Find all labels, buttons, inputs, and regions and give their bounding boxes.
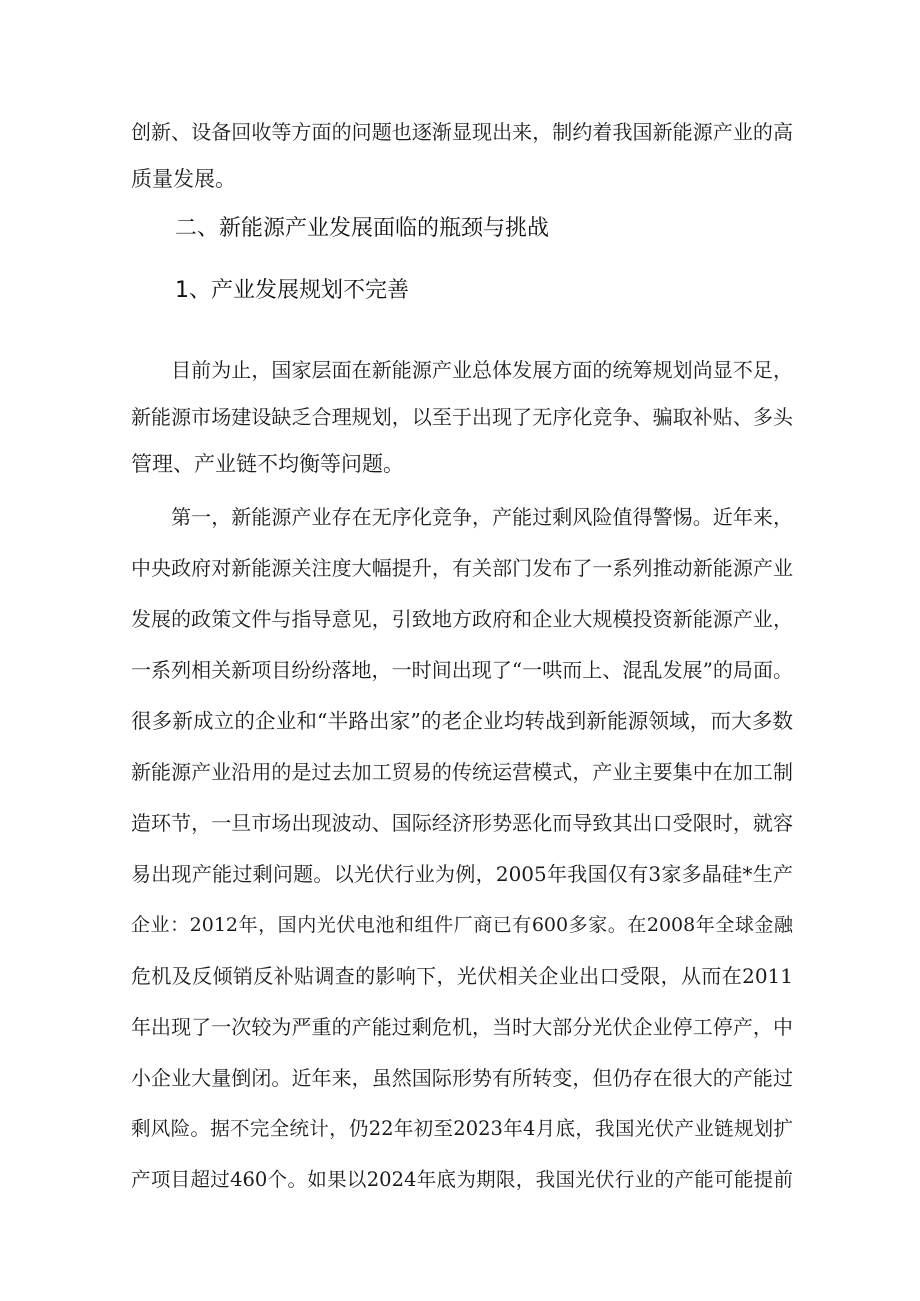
text-line: 易出现产能过剩问题。以光伏行业为例，2005年我国仅有3家多晶硅*生产: [131, 862, 793, 886]
text-line: 危机及反倾销反补贴调查的影响下，光伏相关企业出口受限，从而在2011: [131, 964, 793, 988]
text-line: 发展的政策文件与指导意见，引致地方政府和企业大规模投资新能源产业，: [131, 607, 793, 631]
text-line: 新能源市场建设缺乏合理规划，以至于出现了无序化竞争、骗取补贴、多头: [131, 405, 793, 429]
text-line: 目前为止，国家层面在新能源产业总体发展方面的统筹规划尚显不足，: [131, 358, 793, 382]
text-line: 企业：2012年，国内光伏电池和组件厂商已有600多家。在2008年全球金融: [131, 914, 793, 936]
subsection-heading: 1、产业发展规划不完善: [175, 278, 409, 303]
text-line: 剩风险。据不完全统计，仍22年初至2023年4月底，我国光伏产业链规划扩: [131, 1117, 793, 1140]
text-line: 第一，新能源产业存在无序化竞争，产能过剩风险值得警惕。近年来，: [131, 505, 793, 529]
text-line: 创新、设备回收等方面的问题也逐渐显现出来，制约着我国新能源产业的高: [131, 120, 793, 144]
text-line: 小企业大量倒闭。近年来，虽然国际形势有所转变，但仍存在很大的产能过: [131, 1066, 793, 1090]
text-line: 质量发展。: [131, 167, 236, 191]
text-line: 中央政府对新能源关注度大幅提升，有关部门发布了一系列推动新能源产业: [131, 556, 793, 580]
paragraph-continuation: [131, 120, 793, 191]
section-heading: 二、新能源产业发展面临的瓶颈与挑战: [175, 216, 550, 241]
text-line: 很多新成立的企业和“半路出家”的老企业均转战到新能源领域，而大多数: [131, 709, 793, 733]
paragraph-overcapacity: [131, 505, 793, 1192]
paragraph-planning: [131, 358, 793, 476]
text-line: 一系列相关新项目纷纷落地，一时间出现了“一哄而上、混乱发展”的局面。: [131, 658, 793, 682]
text-line: 造环节，一旦市场出现波动、国际经济形势恶化而导致其出口受限时，就容: [131, 811, 793, 835]
text-line: 新能源产业沿用的是过去加工贸易的传统运营模式，产业主要集中在加工制: [131, 760, 793, 784]
text-line: 年出现了一次较为严重的产能过剩危机，当时大部分光伏企业停工停产，中: [131, 1015, 793, 1039]
text-line: 产项目超过460个。如果以2024年底为期限，我国光伏行业的产能可能提前: [131, 1168, 793, 1191]
text-line: 管理、产业链不均衡等问题。: [131, 452, 404, 476]
